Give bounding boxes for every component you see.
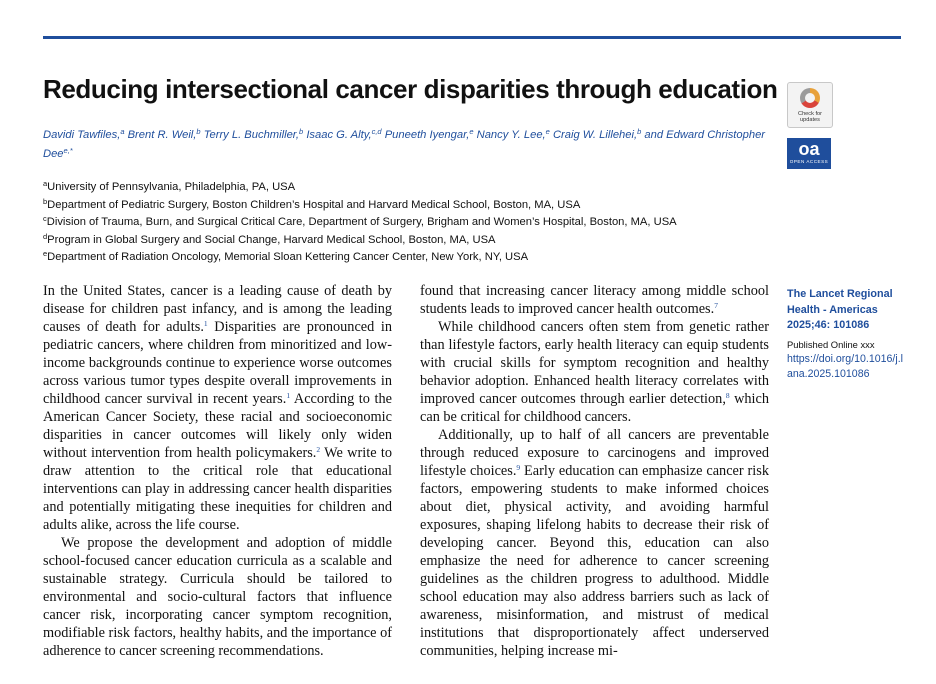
reference-link[interactable]: 2 (316, 445, 321, 454)
author[interactable] (644, 129, 663, 141)
reference-link[interactable]: 1 (286, 391, 291, 400)
doi-link[interactable]: https://doi.org/10.1016/j.lana.2025.101086 (787, 352, 904, 380)
journal-citation: The Lancet Regional Health - Americas 2025;46: 101086 (787, 288, 893, 331)
paragraph-text: We propose the development and adoption of middle school-focused cancer education curricula as a scalable and sustainable strategy. Curricula should be tailored to environmental and socio-cultural factors that influence cancer risk, incorporating cancer symptom recognition, modifiable risk factors, healthy habits, and the importance of adherence to cancer screening recommendations. (43, 535, 392, 659)
affiliation-text: Program in Global Surgery and Social Change, Harvard Medical School, Boston, MA, USA (47, 233, 496, 246)
affiliation-text: Division of Trauma, Burn, and Surgical Critical Care, Department of Surgery, Brigham and Women’s Hospital, Boston, MA, USA (46, 216, 677, 229)
open-access-badge (787, 138, 831, 169)
affiliation (43, 197, 803, 215)
author-affiliation-marker: b (637, 127, 642, 136)
reference-link[interactable]: 1 (203, 319, 208, 328)
author[interactable] (385, 129, 474, 141)
paragraph-text: which can be critical for childhood cancers. (420, 391, 770, 425)
author-name: Craig W. Lillehei, (552, 129, 638, 141)
affiliation-key: d (43, 231, 48, 241)
header-rule (43, 36, 901, 39)
paragraph-text: Additionally, up to half of all cancers are preventable through reduced exposure to carcinogens and improved lifestyle choices. (420, 427, 769, 479)
paragraph-text: Disparities are pronounced in pediatric cancers, where children from minoritized and low-income backgrounds continue to experience worse outcomes across various tumor types despite overall improvements in childhood cancer survival in recent years. (43, 319, 392, 407)
author[interactable] (477, 129, 550, 141)
author-name: Puneeth Iyengar, (384, 129, 470, 141)
paragraph-text: In the United States, cancer is a leading cause of death by disease for children past infancy, and is among the leading causes of death for adults. (43, 283, 392, 335)
body-paragraph (420, 282, 769, 318)
affiliation (43, 179, 803, 197)
reference-link[interactable]: 8 (725, 391, 730, 400)
body-paragraph (420, 426, 769, 660)
body-paragraph (420, 318, 769, 426)
author[interactable] (553, 129, 641, 141)
author-name: Terry L. Buchmiller, (203, 129, 300, 141)
author-affiliation-marker: a (120, 127, 125, 136)
updates-label-line2: updates (800, 117, 820, 123)
body-paragraph (43, 282, 392, 534)
author-name: Edward Christopher Dee (43, 129, 766, 160)
body-column-1 (43, 282, 392, 660)
affiliation-text: Department of Radiation Oncology, Memorial Sloan Kettering Cancer Center, New York, NY, USA (47, 251, 529, 264)
crossmark-icon (800, 88, 820, 108)
affiliation-key: b (43, 196, 48, 206)
author-name: Brent R. Weil, (127, 129, 197, 141)
affiliation-key: e (43, 249, 48, 259)
author-name: Isaac G. Alty, (306, 129, 372, 141)
check-for-updates-badge[interactable] (787, 82, 833, 128)
oa-logo-text: oa (798, 139, 820, 159)
author-name: and (644, 129, 664, 141)
updates-label-line1: Check for (798, 111, 822, 117)
author-name: Nancy Y. Lee, (476, 129, 546, 141)
author-affiliation-marker: e (469, 127, 474, 136)
affiliation-text: Department of Pediatric Surgery, Boston Children’s Hospital and Harvard Medical School, Boston, MA, USA (47, 198, 581, 211)
affiliation (43, 249, 803, 267)
author-list (43, 126, 773, 164)
open-access-label: OPEN ACCESS (789, 159, 829, 164)
affiliation (43, 214, 803, 232)
author-affiliation-marker: b (299, 127, 304, 136)
paragraph-text: Early education can emphasize cancer risk factors, empowering students to make informed choices about diet, physical activity, and avoiding harmful exposures, shaping lifelong habits to decrease their risk of developing cancer. Beyond this, education can also emphasize the need for adherence to cancer screening guidelines as the children progress to adulthood. Middle school education may also address barriers such as lack of awareness, misinformation, and mistrust of medical institutions that disproportionately affect underserved communities, helping increase mi- (420, 463, 769, 659)
reference-link[interactable]: 9 (516, 463, 521, 472)
reference-link[interactable]: 7 (714, 301, 718, 310)
article-title: Reducing intersectional cancer disparities through education (43, 74, 778, 104)
affiliation-key: c (43, 214, 47, 224)
body-paragraph (43, 534, 392, 660)
author[interactable] (43, 129, 124, 141)
author-name: Davidi Tawfiles, (43, 129, 121, 141)
affiliation-key: a (43, 179, 48, 188)
paragraph-text: We write to draw attention to the critical role that educational interventions can play in addressing cancer health disparities and potentially mitigating these inequities for children and adults alike, across the life course. (43, 445, 392, 533)
article-info-sidebar (787, 287, 907, 383)
author-affiliation-marker: e,* (63, 146, 73, 155)
author-affiliation-marker: b (196, 127, 201, 136)
author-affiliation-marker: c,d (371, 127, 382, 136)
affiliation-text: University of Pennsylvania, Philadelphia, PA, USA (47, 181, 296, 193)
body-column-2 (420, 282, 769, 660)
affiliation (43, 232, 803, 250)
paragraph-text: found that increasing cancer literacy among middle school students leads to improved cancer health outcomes. (420, 283, 769, 317)
paragraph-text: While childhood cancers often stem from genetic rather than lifestyle factors, early health literacy can equip students with crucial skills for symptom recognition and healthy behavior adoption. Enhanced health literacy correlates with improved cancer outcomes through earlier detection, (420, 319, 769, 407)
affiliations-list (43, 179, 803, 267)
author-affiliation-marker: e (545, 127, 550, 136)
author[interactable] (204, 129, 304, 141)
author[interactable] (128, 129, 201, 141)
author[interactable] (306, 129, 381, 141)
published-online: Published Online xxx (787, 338, 875, 350)
paragraph-text: According to the American Cancer Society, these racial and socioeconomic disparities in cancer outcomes will likely only widen without intervention from health policymakers. (43, 391, 392, 461)
